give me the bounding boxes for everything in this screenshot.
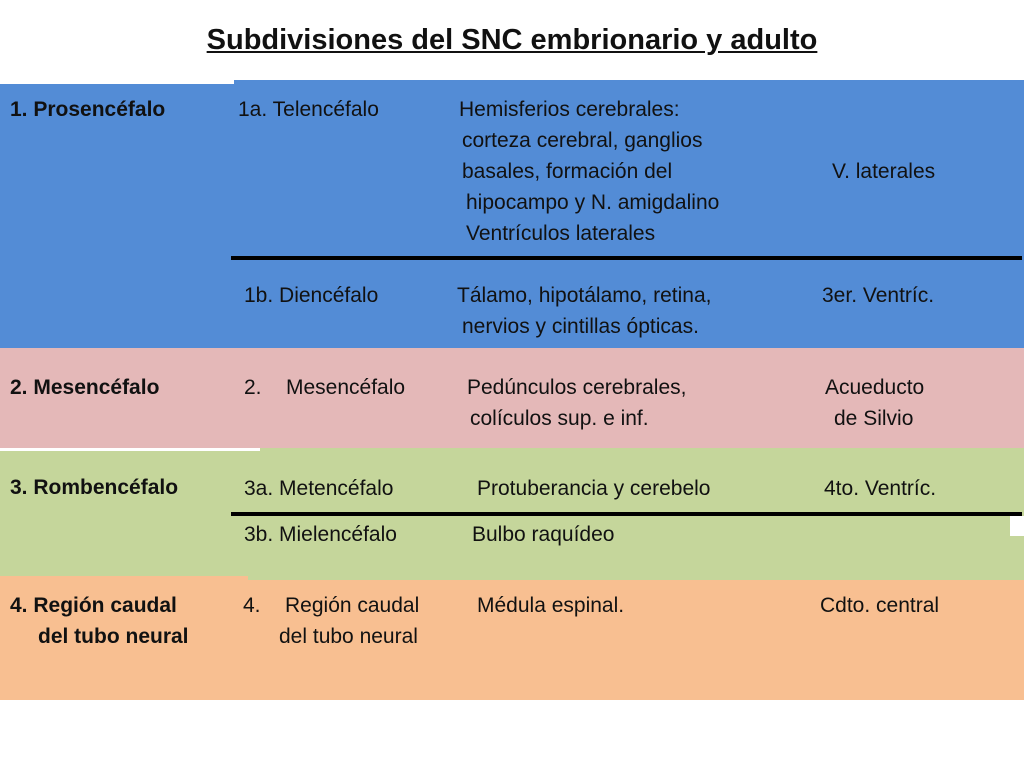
divider-metencefalo-mielencefalo — [231, 512, 1022, 516]
structures-line: Tálamo, hipotálamo, retina, — [457, 284, 712, 307]
band-notch — [1010, 516, 1024, 536]
divider-telencefalo-diencefalo — [231, 256, 1022, 260]
structures-line: Hemisferios cerebrales: — [459, 98, 680, 121]
subdivision-label: 1b. Diencéfalo — [244, 284, 379, 307]
structures-line: Ventrículos laterales — [466, 222, 656, 245]
division-label: 1. Prosencéfalo — [10, 98, 166, 121]
cavity-label: de Silvio — [834, 407, 914, 430]
structures-line: Médula espinal. — [477, 594, 625, 617]
subdivision-label: Mesencéfalo — [286, 376, 406, 399]
structures-line: colículos sup. e inf. — [470, 407, 649, 430]
division-label: 4. Región caudal — [10, 594, 177, 617]
band-notch — [248, 574, 1024, 580]
subdivision-label: 1a. Telencéfalo — [238, 98, 379, 121]
subdivision-label: del tubo neural — [279, 625, 418, 648]
structures-line: Protuberancia y cerebelo — [477, 477, 711, 500]
structures-line: hipocampo y N. amigdalino — [466, 191, 720, 214]
page-title: Subdivisiones del SNC embrionario y adulto — [206, 24, 818, 56]
cavity-label: Cdto. central — [820, 594, 940, 617]
structures-line: basales, formación del — [462, 160, 673, 183]
cavity-label: 4to. Ventríc. — [824, 477, 937, 500]
cavity-label: Acueducto — [825, 376, 925, 399]
cavity-label: 3er. Ventríc. — [822, 284, 935, 307]
subdivision-label: 3b. Mielencéfalo — [244, 523, 397, 546]
division-label: 2. Mesencéfalo — [10, 376, 160, 399]
structures-line: Bulbo raquídeo — [472, 523, 615, 546]
cavity-label: V. laterales — [832, 160, 936, 183]
division-label: 3. Rombencéfalo — [10, 476, 179, 499]
structures-line: nervios y cintillas ópticas. — [462, 315, 699, 338]
subdivision-number: 4. — [243, 594, 261, 617]
subdivision-label: 3a. Metencéfalo — [244, 477, 394, 500]
subdivision-number: 2. — [244, 376, 262, 399]
band-notch — [0, 80, 234, 84]
subdivision-label: Región caudal — [285, 594, 420, 617]
structures-line: corteza cerebral, ganglios — [462, 129, 703, 152]
band-notch — [0, 448, 260, 451]
division-label: del tubo neural — [38, 625, 189, 648]
structures-line: Pedúnculos cerebrales, — [467, 376, 687, 399]
